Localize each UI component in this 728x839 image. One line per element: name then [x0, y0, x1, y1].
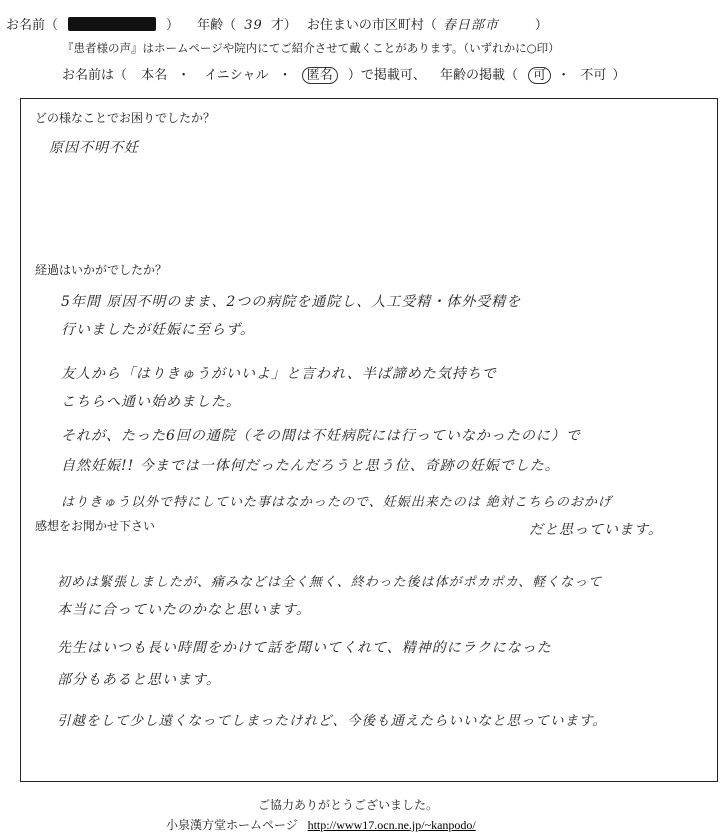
- age-unit: 才）: [270, 18, 297, 33]
- option-age-ng: 不可: [580, 68, 607, 83]
- progress-line: 5年間 原因不明のまま、2つの病院を通院し、人工受精・体外受精を: [61, 294, 522, 310]
- age-publish-close: ）: [612, 68, 626, 83]
- trouble-question: どの様なことでお困りでしたか？: [35, 111, 216, 125]
- impression-line: 先生はいつも長い時間をかけて話を聞いてくれて、精神的にラクになった: [57, 640, 552, 656]
- header-row-1: [6, 14, 548, 33]
- age-value: 39: [244, 18, 263, 33]
- progress-line: だと思っています。: [529, 522, 663, 538]
- publish-notice: 『患者様の声』はホームページや院内にてご紹介させて戴くことがあります。（いずれかに○印）: [62, 41, 560, 55]
- progress-line: 友人から「はりきゅうがいいよ」と言われ、半ば諦めた気持ちで: [61, 366, 497, 382]
- publish-suffix: ）で掲載可、: [347, 68, 426, 83]
- impression-line: 部分もあると思います。: [57, 672, 221, 688]
- answer-box: [20, 98, 718, 782]
- option-real-name: 本名: [141, 68, 168, 83]
- option-anonymous: 匿名: [302, 67, 338, 84]
- publish-label: お名前は（: [62, 68, 128, 83]
- impression-line: 本当に合っていたのかなと思います。: [57, 602, 311, 618]
- city-close: ）: [534, 18, 548, 33]
- name-label: お名前（: [6, 18, 59, 33]
- age-publish-label: 年齢の掲載（: [440, 68, 519, 83]
- site-line: [166, 816, 476, 833]
- thanks-text: ご協力ありがとうございました。: [258, 798, 439, 812]
- impression-question: 感想をお聞かせ下さい: [35, 519, 156, 533]
- city-value: 春日部市: [442, 18, 499, 33]
- city-label: お住まいの市区町村（: [306, 18, 437, 33]
- impression-line: 引越をして少し遠くなってしまったけれど、今後も通えたらいいなと思っています。: [57, 713, 607, 729]
- site-url-link[interactable]: http://www17.ocn.ne.jp/~kanpodo/: [307, 818, 476, 832]
- progress-line: 行いましたが妊娠に至らず。: [61, 322, 255, 338]
- option-age-ok: 可: [528, 67, 551, 84]
- impression-line: 初めは緊張しましたが、痛みなどは全く無く、終わった後は体がポカポカ、軽くなって: [57, 575, 603, 590]
- progress-line: はりきゅう以外で特にしていた事はなかったので、妊娠出来たのは 絶対こちらのおかげ: [61, 495, 612, 510]
- name-close: ）: [166, 18, 180, 33]
- site-label: 小泉漢方堂ホームページ: [166, 818, 298, 832]
- trouble-answer: 原因不明不妊: [49, 140, 139, 156]
- redacted-name: [68, 17, 156, 31]
- publish-options-row: お名前は（ 本名 ・ イニシャル ・ 匿名 ）で掲載可、 年齢の掲載（ 可 ・ 不可 ）: [62, 68, 626, 83]
- progress-line: 自然妊娠!! 今までは一体何だったんだろうと思う位、奇跡の妊娠でした。: [61, 458, 560, 474]
- progress-line: こちらへ通い始めました。: [61, 394, 241, 410]
- option-initial: イニシャル: [204, 68, 269, 83]
- progress-question: 経過はいかがでしたか？: [35, 263, 168, 277]
- progress-line: それが、たった6回の通院（その間は不妊病院には行っていなかったのに）で: [61, 428, 581, 444]
- age-label: 年齢（: [197, 18, 237, 33]
